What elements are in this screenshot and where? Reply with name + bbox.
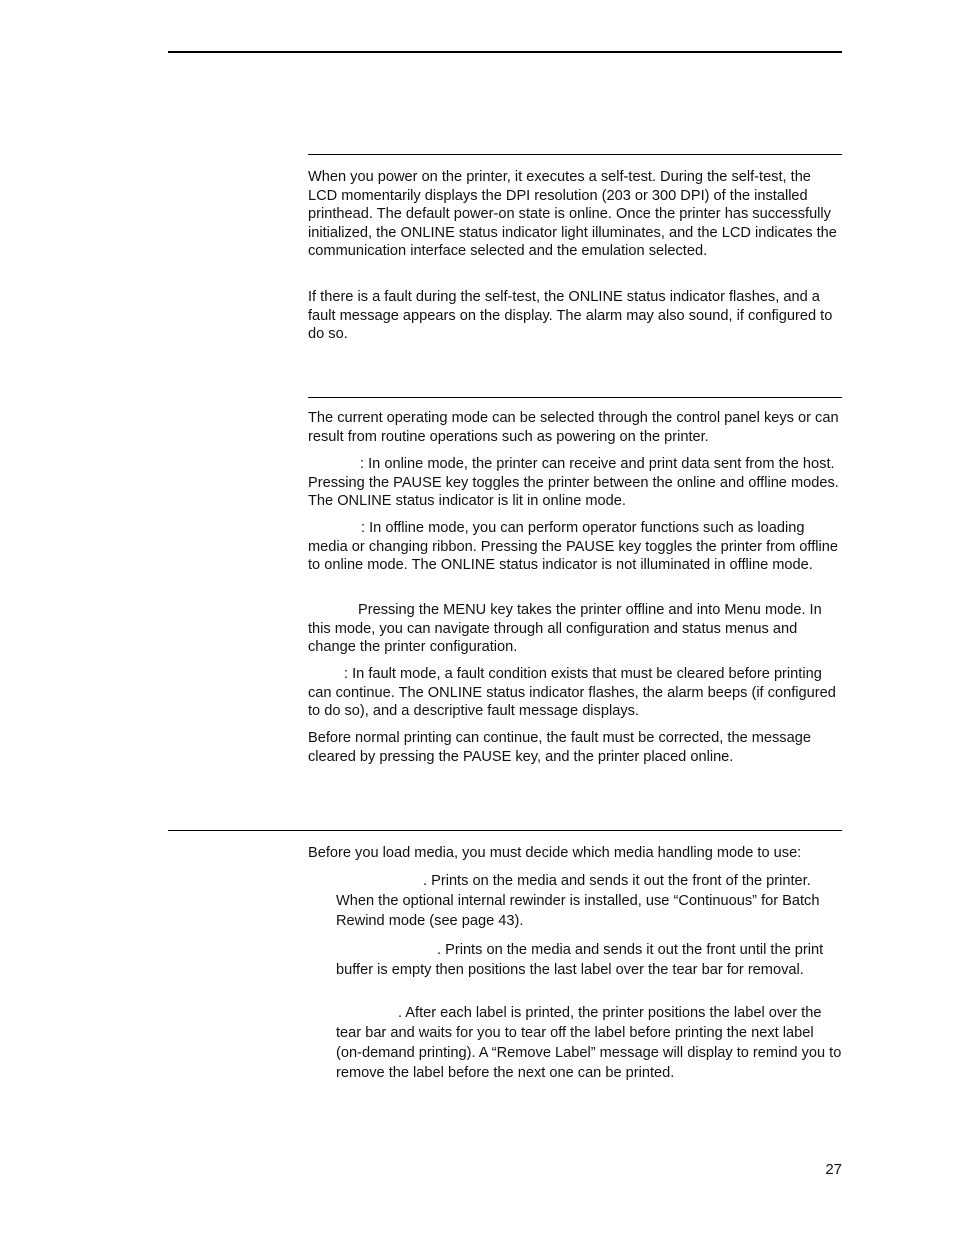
header-rule xyxy=(168,51,842,53)
menu-mode-text: Pressing the MENU key takes the printer offline and into Menu mode. In this mode, you can navigate through all configuration and status menus and change the printer configuration. xyxy=(308,602,822,656)
fault-mode-paragraph xyxy=(308,665,842,721)
offline-mode-paragraph xyxy=(308,519,842,575)
media-intro-paragraph: Before you load media, you must decide which media handling mode to use: xyxy=(308,845,802,861)
offline-mode-text: : In offline mode, you can perform operator functions such as loading media or changing ribbon. Pressing the PAUSE key toggles the printer from offline to online mode. The ONLINE status indicator is not illuminated in offline mode. xyxy=(308,520,838,574)
online-mode-paragraph xyxy=(308,455,842,511)
menu-mode-paragraph xyxy=(308,601,842,657)
tear-off-mode-text: . After each label is printed, the printer positions the label over the tear bar and waits for you to tear off the label before printing the next label (on-demand printing). A “Remove Label” message will display to remind you to remove the label before the next one can be printed. xyxy=(336,1005,842,1081)
section-divider-power-on xyxy=(308,154,842,155)
page-number: 27 xyxy=(825,1161,842,1178)
section-divider-media xyxy=(168,830,842,831)
continuous-mode-item xyxy=(336,871,842,931)
tear-off-mode-item xyxy=(336,1003,842,1083)
tear-off-strip-mode-text: . Prints on the media and sends it out the front until the print buffer is empty then positions the last label over the tear bar for removal. xyxy=(336,942,824,978)
section-divider-modes xyxy=(308,397,842,398)
tear-off-strip-mode-item xyxy=(336,940,842,980)
fault-note-paragraph: Before normal printing can continue, the fault must be corrected, the message cleared by pressing the PAUSE key, and the printer placed online. xyxy=(308,730,811,765)
online-mode-text: : In online mode, the printer can receive and print data sent from the host. Pressing the PAUSE key toggles the printer between the online and offline modes. The ONLINE status indicator is lit in online mode. xyxy=(308,456,839,510)
fault-mode-text: : In fault mode, a fault condition exists that must be cleared before printing can continue. The ONLINE status indicator flashes, the alarm beeps (if configured to do so), and a descriptive fault message displays. xyxy=(308,666,836,720)
modes-intro-paragraph: The current operating mode can be selected through the control panel keys or can result from routine operations such as powering on the printer. xyxy=(308,410,839,445)
continuous-mode-text: . Prints on the media and sends it out the front of the printer. When the optional internal rewinder is installed, use “Continuous” for Batch Rewind mode (see page 43). xyxy=(336,873,820,929)
self-test-fault-paragraph: If there is a fault during the self-test, the ONLINE status indicator flashes, and a fault message appears on the display. The alarm may also sound, if configured to do so. xyxy=(308,289,833,343)
power-on-paragraph: When you power on the printer, it executes a self-test. During the self-test, the LCD momentarily displays the DPI resolution (203 or 300 DPI) of the installed printhead. The default power-on state is online. Once the printer has successfully initialized, the ONLINE status indicator light illuminates, and the LCD indicates the communication interface selected and the emulation selected. xyxy=(308,169,837,260)
